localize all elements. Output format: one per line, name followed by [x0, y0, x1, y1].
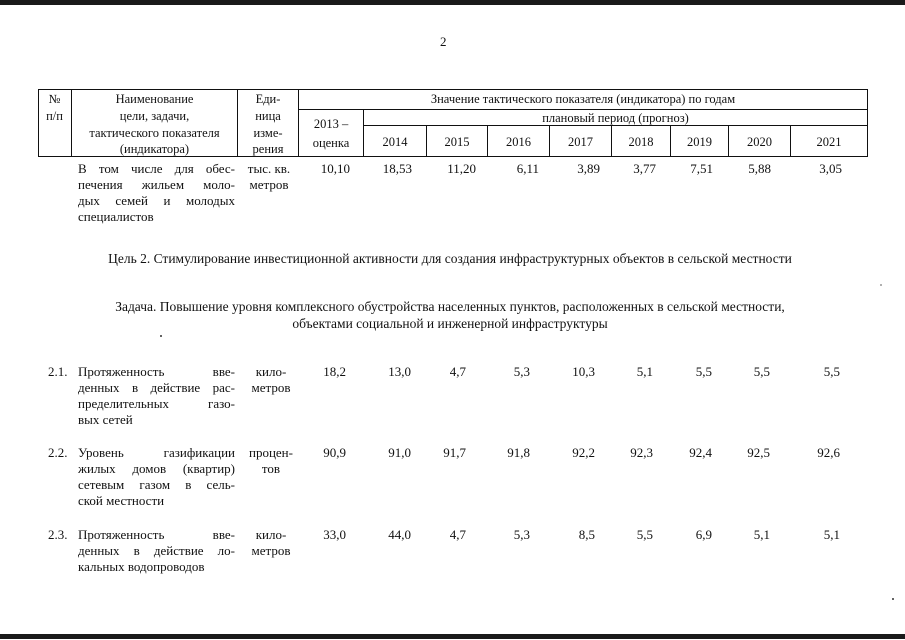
header-values-title: Значение тактического показателя (индикатора) по годам	[430, 92, 736, 106]
row0-value: 5,88	[748, 161, 771, 176]
row0-unit-line: метров	[249, 177, 289, 192]
row-2-2-value: 92,2	[572, 445, 595, 460]
header-col-unit-3: изме-	[253, 126, 283, 140]
header-col-name-2: цели, задачи,	[119, 109, 190, 123]
row-2-3-value: 5,5	[636, 527, 653, 542]
row0-name-line: печения жильем моло-	[78, 177, 235, 192]
row-2-2-name-line: ской местности	[78, 493, 165, 508]
row-2-2-value: 92,4	[689, 445, 712, 460]
row-2-1-value: 13,0	[388, 364, 411, 379]
row-2-3-value: 6,9	[695, 527, 712, 542]
header-planned-period: плановый период (прогноз)	[542, 111, 689, 125]
row-2-1-value: 18,2	[323, 364, 346, 379]
header-col-unit-4: рения	[252, 142, 284, 156]
row-2-3-value: 33,0	[323, 527, 346, 542]
scan-speck	[880, 284, 882, 286]
row-2-2-name-line: жилых домов (квартир)	[78, 461, 235, 476]
header-year: 2019	[687, 135, 712, 149]
row-2-2-name-line: сетевым газом в сель-	[78, 477, 235, 492]
row-2-1-name	[78, 364, 235, 428]
task-heading-line: объектами социальной и инженерной инфраструктуры	[292, 316, 608, 331]
row-2-3-value: 5,1	[753, 527, 770, 542]
header-year: 2021	[816, 135, 842, 149]
row-2-3-unit-line: кило-	[255, 527, 287, 542]
header-estimate-2: оценка	[312, 136, 350, 150]
header-col-name-3: тактического показателя	[89, 126, 220, 140]
header-year: 2020	[747, 135, 772, 149]
row-2-1-number: 2.1.	[48, 364, 68, 379]
row-2-3-name-line: Протяженность вве-	[78, 527, 235, 542]
scan-top-border	[0, 0, 905, 5]
scan-bottom-border	[0, 634, 905, 639]
row-2-1-name-line: Протяженность вве-	[78, 364, 235, 379]
row-2-1-name-line: вых сетей	[78, 412, 133, 427]
row-2-1-value: 4,7	[449, 364, 466, 379]
row-2-1-name-line: денных в действие рас-	[78, 380, 235, 395]
row-2-2-unit-line: тов	[261, 461, 281, 476]
header-year: 2016	[506, 135, 531, 149]
row-2-2-value: 91,8	[507, 445, 530, 460]
header-col-no-1: №	[48, 92, 61, 106]
row-2-1-value: 5,5	[753, 364, 770, 379]
task-heading	[40, 298, 860, 332]
row-2-1-value: 5,1	[636, 364, 653, 379]
header-col-no-2: п/п	[46, 109, 63, 123]
row0-unit-line: тыс. кв.	[247, 161, 291, 176]
row-2-2-value: 91,0	[388, 445, 411, 460]
row-2-3-value: 8,5	[578, 527, 595, 542]
row0-name-line: дых семей и молодых	[78, 193, 235, 208]
row-2-1-value: 5,5	[695, 364, 712, 379]
row-2-3-value: 44,0	[388, 527, 411, 542]
row-2-3-unit-line: метров	[251, 543, 291, 558]
row-2-1-value: 5,5	[823, 364, 840, 379]
row0-name	[78, 161, 235, 225]
row-2-2-unit-line: процен-	[249, 445, 293, 460]
row-2-3-name	[78, 527, 235, 575]
task-heading-line: Задача. Повышение уровня комплексного обустройства населенных пунктов, расположенных в сельской местности,	[115, 299, 785, 314]
header-col-unit-1: Еди-	[255, 92, 281, 106]
row-2-2-value: 92,3	[630, 445, 653, 460]
header-col-name-4: (индикатора)	[119, 142, 190, 156]
header-col-name-1: Наименование	[115, 92, 194, 106]
row0-value: 6,11	[516, 161, 539, 176]
row-2-3-value: 4,7	[449, 527, 466, 542]
row0-value: 7,51	[690, 161, 713, 176]
header-year: 2015	[444, 135, 470, 149]
row-2-1-unit-line: метров	[251, 380, 291, 395]
row-2-2-value: 92,5	[747, 445, 770, 460]
row-2-3-name-line: кальных водопроводов	[78, 559, 205, 574]
row-2-1-name-line: пределительных газо-	[78, 396, 235, 411]
scan-speck	[160, 335, 162, 337]
row-2-2-value: 91,7	[443, 445, 466, 460]
row0-value: 3,89	[577, 161, 600, 176]
row0-name-line: В том числе для обес-	[78, 161, 235, 176]
scan-speck	[892, 598, 894, 600]
header-year: 2014	[382, 135, 408, 149]
row0-value: 11,20	[447, 161, 476, 176]
row0-name-line: специалистов	[78, 209, 154, 224]
row-2-1-unit-line: кило-	[255, 364, 287, 379]
row0-value: 10,10	[320, 161, 350, 176]
row-2-1-value: 10,3	[572, 364, 595, 379]
header-col-unit-2: ница	[255, 109, 281, 123]
row-2-2-value: 92,6	[817, 445, 840, 460]
row-2-3-name-line: денных в действие ло-	[78, 543, 235, 558]
row-2-2-name	[78, 445, 235, 509]
row0-value: 3,77	[633, 161, 656, 176]
row0-value: 3,05	[819, 161, 842, 176]
row0-value: 18,53	[382, 161, 412, 176]
row-2-3-value: 5,3	[513, 527, 530, 542]
header-year: 2017	[568, 135, 593, 149]
goal-2-heading: Цель 2. Стимулирование инвестиционной активности для создания инфраструктурных объектов в сельской местности	[108, 251, 792, 266]
row-2-1-value: 5,3	[513, 364, 530, 379]
page-number: 2	[440, 34, 447, 49]
row-2-2-number: 2.2.	[48, 445, 68, 460]
row-2-3-value: 5,1	[823, 527, 840, 542]
header-estimate-1: 2013 –	[313, 117, 349, 131]
row-2-3-number: 2.3.	[48, 527, 68, 542]
header-year: 2018	[628, 135, 654, 149]
table-header	[38, 89, 868, 157]
row-2-2-value: 90,9	[323, 445, 346, 460]
row-2-2-name-line: Уровень газификации	[78, 445, 235, 460]
